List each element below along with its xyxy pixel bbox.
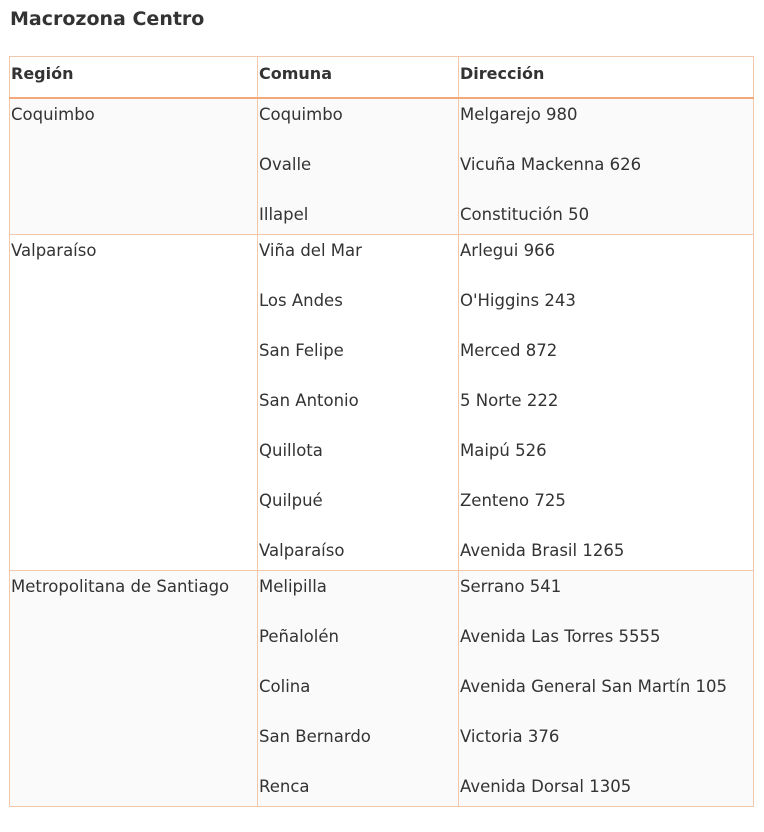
comuna-item: Viña del Mar [259,240,362,260]
region-group-metropolitana [10,570,754,806]
comuna-item: Coquimbo [259,104,343,124]
direccion-item: Merced 872 [460,340,558,360]
table-row [10,570,754,806]
direccion-item: Victoria 376 [460,726,560,746]
comuna-item: Los Andes [259,290,343,310]
comuna-item: Colina [259,676,311,696]
column-header-comuna: Comuna [258,57,459,98]
table-header [10,57,754,98]
header-row [10,57,754,98]
comuna-item: Valparaíso [259,540,345,560]
direccion-item: Avenida General San Martín 105 [460,676,728,696]
comuna-item: Renca [259,776,310,796]
comuna-item: Ovalle [259,154,312,174]
direccion-cell [459,234,754,570]
comuna-item: Quilpué [259,490,323,510]
comuna-item: San Bernardo [259,726,371,746]
comuna-cell [258,98,459,235]
direccion-item: Zenteno 725 [460,490,566,510]
comuna-item: San Felipe [259,340,344,360]
direccion-item: Arlegui 966 [460,240,556,260]
column-header-direccion: Dirección [459,57,754,98]
direccion-item: Melgarejo 980 [460,104,578,124]
direccion-item: Maipú 526 [460,440,547,460]
region-group-coquimbo [10,98,754,235]
region-cell: Metropolitana de Santiago [10,570,258,806]
direccion-item: O'Higgins 243 [460,290,576,310]
comuna-cell [258,234,459,570]
table-row [10,98,754,235]
direccion-item: Constitución 50 [460,204,590,224]
column-header-region: Región [10,57,258,98]
direccion-cell [459,570,754,806]
direccion-item: 5 Norte 222 [460,390,559,410]
region-cell: Coquimbo [10,98,258,235]
direccion-item: Vicuña Mackenna 626 [460,154,642,174]
comuna-item: Illapel [259,204,309,224]
region-cell: Valparaíso [10,234,258,570]
page-title: Macrozona Centro [10,8,205,30]
offices-table [9,56,754,807]
comuna-cell [258,570,459,806]
comuna-item: Peñalolén [259,626,339,646]
direccion-cell [459,98,754,235]
region-group-valparaiso [10,234,754,570]
offices-table-container [9,56,753,807]
direccion-item: Avenida Las Torres 5555 [460,626,661,646]
comuna-item: San Antonio [259,390,359,410]
table-row [10,234,754,570]
direccion-item: Serrano 541 [460,576,562,596]
direccion-item: Avenida Brasil 1265 [460,540,625,560]
comuna-item: Quillota [259,440,323,460]
direccion-item: Avenida Dorsal 1305 [460,776,632,796]
comuna-item: Melipilla [259,576,327,596]
